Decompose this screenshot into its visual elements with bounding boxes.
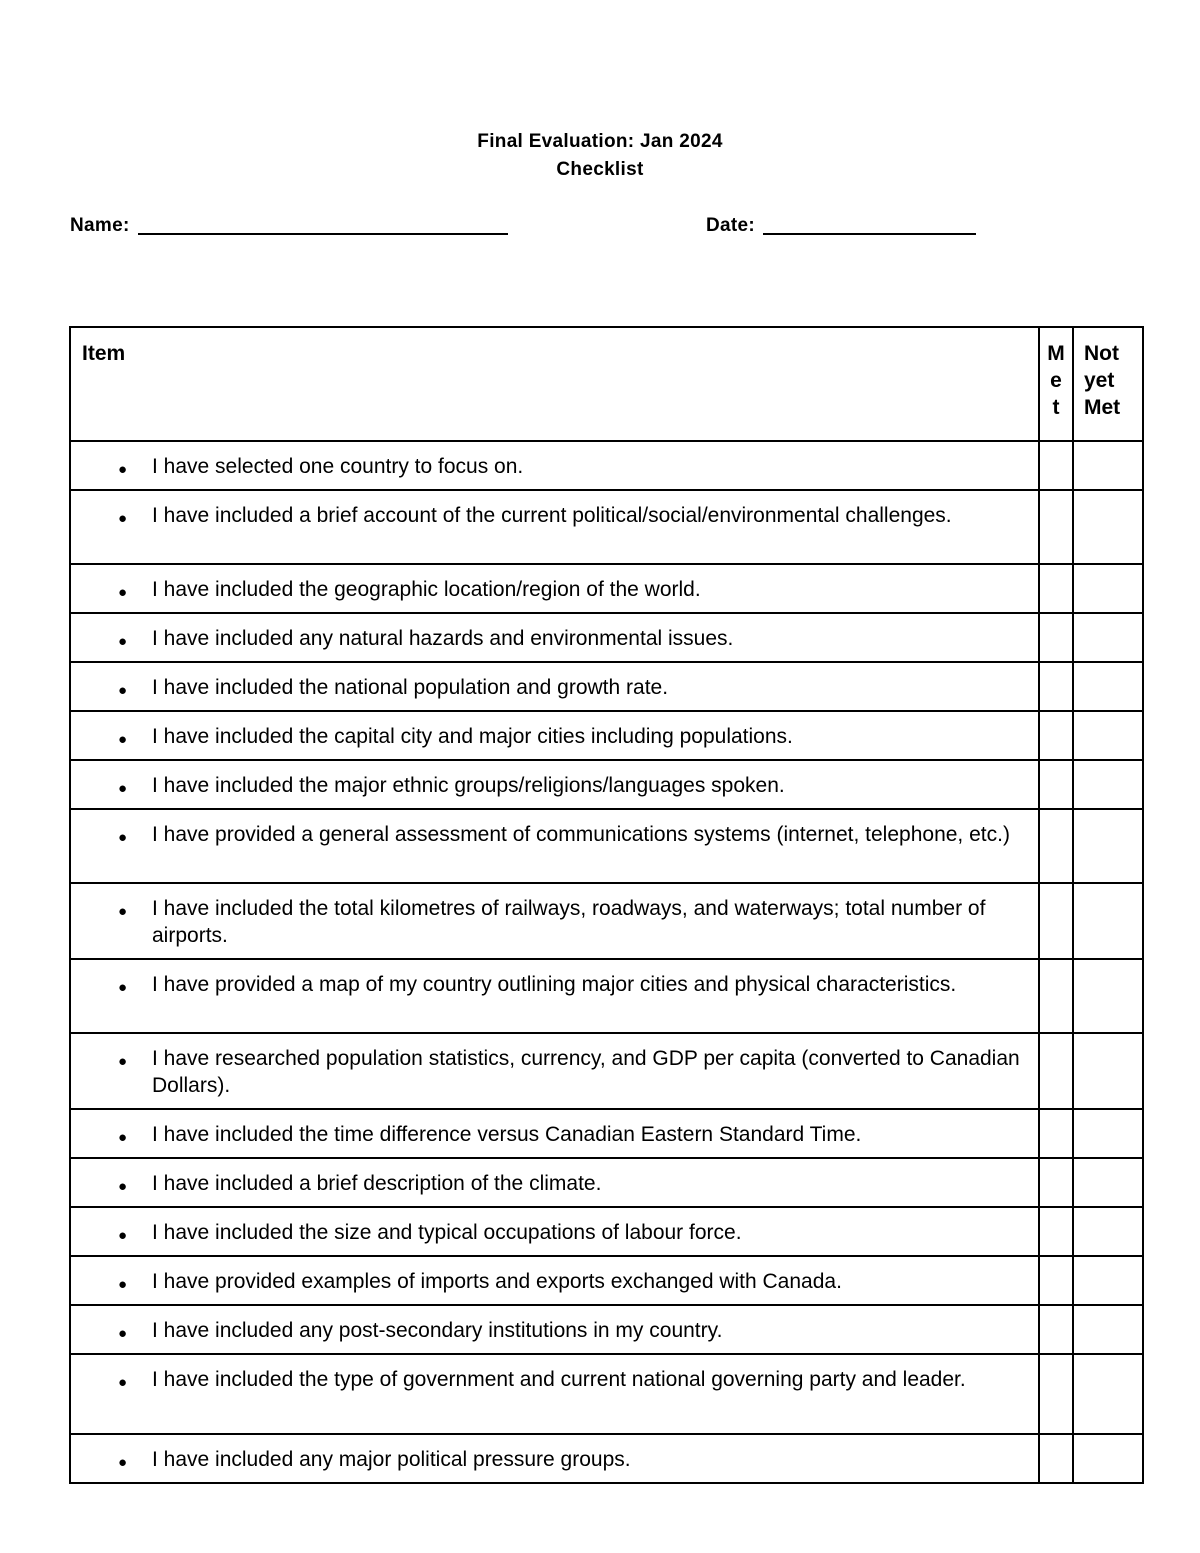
met-checkbox-cell[interactable]	[1039, 809, 1073, 883]
not-yet-met-checkbox-cell[interactable]	[1073, 564, 1143, 613]
met-checkbox-cell[interactable]	[1039, 1305, 1073, 1354]
item-cell	[70, 1207, 1039, 1256]
item-text: I have provided examples of imports and exports exchanged with Canada.	[152, 1270, 842, 1293]
met-checkbox-cell[interactable]	[1039, 613, 1073, 662]
item-text: I have included any natural hazards and environmental issues.	[152, 627, 734, 650]
met-checkbox-cell[interactable]	[1039, 1207, 1073, 1256]
date-field[interactable]	[706, 213, 976, 237]
item-cell	[70, 490, 1039, 564]
checklist-row	[70, 1256, 1143, 1305]
checklist-row	[70, 1109, 1143, 1158]
date-label: Date:	[706, 215, 756, 236]
checklist-row	[70, 1207, 1143, 1256]
item-text: I have included the type of government and current national governing party and leader.	[152, 1368, 966, 1391]
not-yet-met-checkbox-cell[interactable]	[1073, 1158, 1143, 1207]
checklist-row	[70, 809, 1143, 883]
item-cell	[70, 959, 1039, 1033]
name-label: Name:	[70, 215, 130, 236]
item-text: I have included a brief account of the current political/social/environmental challenges.	[152, 504, 952, 527]
item-cell	[70, 1256, 1039, 1305]
header-not-yet-met-word: yet	[1084, 369, 1115, 392]
header-met-letter: e	[1050, 369, 1062, 392]
item-cell	[70, 1109, 1039, 1158]
bullet-icon: ●	[118, 1053, 128, 1070]
checklist-row	[70, 883, 1143, 959]
checklist-row	[70, 959, 1143, 1033]
item-text: I have selected one country to focus on.	[152, 455, 524, 478]
bullet-icon: ●	[118, 510, 128, 527]
bullet-icon: ●	[118, 903, 128, 920]
item-cell	[70, 809, 1039, 883]
met-checkbox-cell[interactable]	[1039, 1354, 1073, 1434]
item-cell	[70, 1305, 1039, 1354]
header-met-letter: M	[1047, 342, 1065, 365]
bullet-icon: ●	[118, 1276, 128, 1293]
checklist-row	[70, 1434, 1143, 1483]
item-cell	[70, 711, 1039, 760]
item-text: I have included a brief description of the climate.	[152, 1172, 602, 1195]
not-yet-met-checkbox-cell[interactable]	[1073, 809, 1143, 883]
checklist-table	[69, 326, 1144, 1484]
not-yet-met-checkbox-cell[interactable]	[1073, 1354, 1143, 1434]
checklist-row	[70, 711, 1143, 760]
not-yet-met-checkbox-cell[interactable]	[1073, 760, 1143, 809]
item-text: I have included the geographic location/region of the world.	[152, 578, 701, 601]
bullet-icon: ●	[118, 1129, 128, 1146]
not-yet-met-checkbox-cell[interactable]	[1073, 1434, 1143, 1483]
header-not-yet-met	[1073, 327, 1143, 441]
item-text: I have included the major ethnic groups/religions/languages spoken.	[152, 774, 785, 797]
header-not-yet-met-word: Met	[1084, 396, 1121, 419]
checklist-row	[70, 1354, 1143, 1434]
item-text: I have provided a general assessment of communications systems (internet, telephone, etc.)	[152, 823, 1010, 846]
item-cell	[70, 662, 1039, 711]
date-blank-line[interactable]	[763, 213, 976, 235]
not-yet-met-checkbox-cell[interactable]	[1073, 1256, 1143, 1305]
name-field[interactable]	[70, 213, 508, 237]
item-text: I have researched population statistics, currency, and GDP per capita (converted to Canadian Dollars).	[152, 1047, 1020, 1097]
not-yet-met-checkbox-cell[interactable]	[1073, 490, 1143, 564]
met-checkbox-cell[interactable]	[1039, 711, 1073, 760]
bullet-icon: ●	[118, 682, 128, 699]
met-checkbox-cell[interactable]	[1039, 760, 1073, 809]
document-title	[0, 128, 1200, 184]
bullet-icon: ●	[118, 829, 128, 846]
item-cell	[70, 564, 1039, 613]
not-yet-met-checkbox-cell[interactable]	[1073, 1207, 1143, 1256]
item-cell	[70, 441, 1039, 490]
header-met	[1039, 327, 1073, 441]
item-cell	[70, 883, 1039, 959]
met-checkbox-cell[interactable]	[1039, 441, 1073, 490]
met-checkbox-cell[interactable]	[1039, 490, 1073, 564]
header-row	[70, 327, 1143, 441]
checklist-row	[70, 613, 1143, 662]
met-checkbox-cell[interactable]	[1039, 1033, 1073, 1109]
met-checkbox-cell[interactable]	[1039, 883, 1073, 959]
item-text: I have included the time difference versus Canadian Eastern Standard Time.	[152, 1123, 862, 1146]
checklist-row	[70, 564, 1143, 613]
checklist-row	[70, 662, 1143, 711]
met-checkbox-cell[interactable]	[1039, 1434, 1073, 1483]
met-checkbox-cell[interactable]	[1039, 959, 1073, 1033]
not-yet-met-checkbox-cell[interactable]	[1073, 959, 1143, 1033]
not-yet-met-checkbox-cell[interactable]	[1073, 441, 1143, 490]
met-checkbox-cell[interactable]	[1039, 1256, 1073, 1305]
item-cell	[70, 1158, 1039, 1207]
item-text: I have included any post-secondary institutions in my country.	[152, 1319, 723, 1342]
checklist-row	[70, 1158, 1143, 1207]
checklist-row	[70, 1033, 1143, 1109]
not-yet-met-checkbox-cell[interactable]	[1073, 711, 1143, 760]
item-cell	[70, 1434, 1039, 1483]
met-checkbox-cell[interactable]	[1039, 564, 1073, 613]
bullet-icon: ●	[118, 633, 128, 650]
header-item: Item	[70, 327, 1039, 441]
item-text: I have provided a map of my country outlining major cities and physical characteristics.	[152, 973, 957, 996]
title-line-1: Final Evaluation: Jan 2024	[477, 131, 723, 152]
not-yet-met-checkbox-cell[interactable]	[1073, 662, 1143, 711]
item-text: I have included any major political pressure groups.	[152, 1448, 631, 1471]
not-yet-met-checkbox-cell[interactable]	[1073, 613, 1143, 662]
met-checkbox-cell[interactable]	[1039, 662, 1073, 711]
not-yet-met-checkbox-cell[interactable]	[1073, 883, 1143, 959]
item-text: I have included the capital city and major cities including populations.	[152, 725, 793, 748]
bullet-icon: ●	[118, 780, 128, 797]
item-text: I have included the total kilometres of railways, roadways, and waterways; total number of airports.	[152, 897, 986, 947]
item-text: I have included the size and typical occupations of labour force.	[152, 1221, 742, 1244]
not-yet-met-checkbox-cell[interactable]	[1073, 1109, 1143, 1158]
item-cell	[70, 613, 1039, 662]
item-cell	[70, 760, 1039, 809]
bullet-icon: ●	[118, 1374, 128, 1391]
header-not-yet-met-word: Not	[1084, 342, 1119, 365]
met-checkbox-cell[interactable]	[1039, 1158, 1073, 1207]
not-yet-met-checkbox-cell[interactable]	[1073, 1305, 1143, 1354]
bullet-icon: ●	[118, 1227, 128, 1244]
name-blank-line[interactable]	[138, 213, 508, 235]
checklist-row	[70, 490, 1143, 564]
item-text: I have included the national population and growth rate.	[152, 676, 669, 699]
item-cell	[70, 1354, 1039, 1434]
bullet-icon: ●	[118, 584, 128, 601]
bullet-icon: ●	[118, 1325, 128, 1342]
not-yet-met-checkbox-cell[interactable]	[1073, 1033, 1143, 1109]
bullet-icon: ●	[118, 1178, 128, 1195]
checklist-row	[70, 441, 1143, 490]
header-met-letter: t	[1052, 396, 1060, 419]
bullet-icon: ●	[118, 979, 128, 996]
bullet-icon: ●	[118, 461, 128, 478]
met-checkbox-cell[interactable]	[1039, 1109, 1073, 1158]
bullet-icon: ●	[118, 1454, 128, 1471]
checklist-row	[70, 760, 1143, 809]
title-line-2: Checklist	[556, 159, 644, 180]
item-cell	[70, 1033, 1039, 1109]
bullet-icon: ●	[118, 731, 128, 748]
checklist-row	[70, 1305, 1143, 1354]
